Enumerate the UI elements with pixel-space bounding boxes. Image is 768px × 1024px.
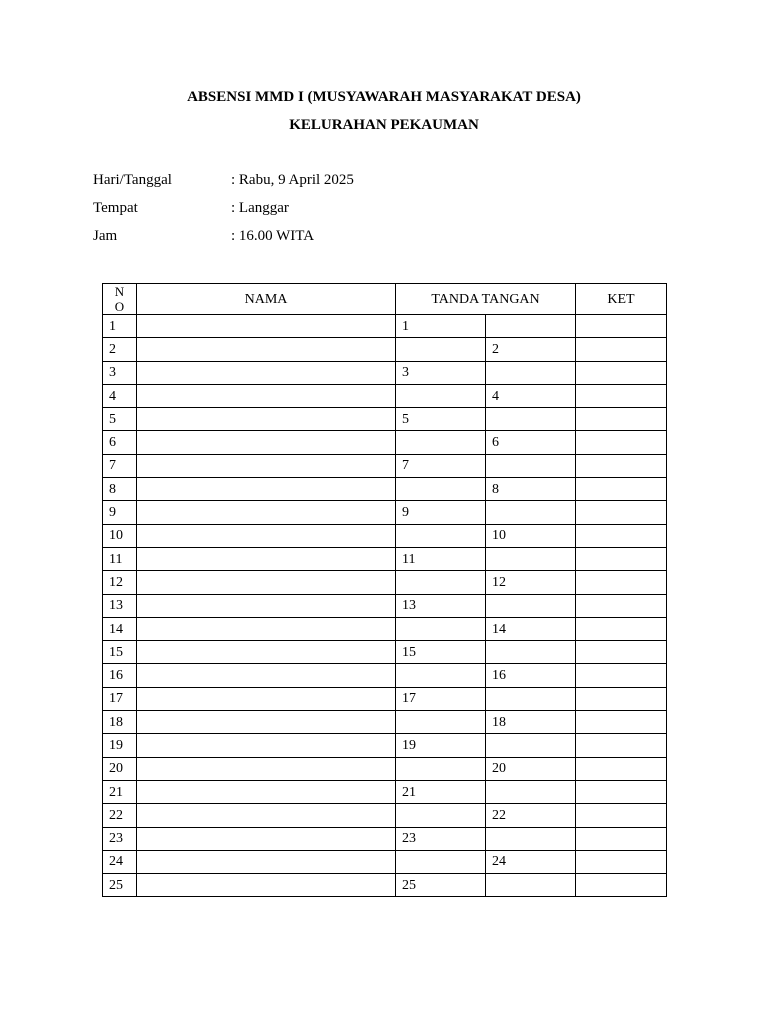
cell-ket [576, 547, 667, 570]
cell-no: 11 [103, 547, 137, 570]
cell-tanda-tangan-left: 17 [396, 687, 486, 710]
header-no-part: O [114, 299, 125, 314]
cell-no: 4 [103, 384, 137, 407]
cell-nama [137, 547, 396, 570]
cell-tanda-tangan-right: 2 [486, 338, 576, 361]
cell-nama [137, 524, 396, 547]
cell-nama [137, 571, 396, 594]
cell-no: 9 [103, 501, 137, 524]
cell-tanda-tangan-right: 10 [486, 524, 576, 547]
cell-nama [137, 408, 396, 431]
table-row [103, 687, 667, 710]
cell-tanda-tangan-right: 20 [486, 757, 576, 780]
cell-ket [576, 361, 667, 384]
header-ket: KET [576, 284, 667, 315]
cell-ket [576, 594, 667, 617]
cell-no: 1 [103, 315, 137, 338]
cell-nama [137, 687, 396, 710]
cell-nama [137, 501, 396, 524]
cell-ket [576, 874, 667, 897]
cell-tanda-tangan-right: 6 [486, 431, 576, 454]
cell-no: 2 [103, 338, 137, 361]
cell-no: 16 [103, 664, 137, 687]
cell-tanda-tangan-left: 1 [396, 315, 486, 338]
cell-ket [576, 664, 667, 687]
cell-nama [137, 478, 396, 501]
cell-nama [137, 874, 396, 897]
document-subtitle: KELURAHAN PEKAUMAN [289, 117, 479, 133]
cell-ket [576, 757, 667, 780]
table-row [103, 874, 667, 897]
cell-tanda-tangan-left: 15 [396, 641, 486, 664]
cell-ket [576, 315, 667, 338]
cell-tanda-tangan-right [486, 315, 576, 338]
table-row [103, 827, 667, 850]
cell-tanda-tangan-right: 16 [486, 664, 576, 687]
cell-no: 25 [103, 874, 137, 897]
cell-tanda-tangan-left [396, 850, 486, 873]
cell-ket [576, 338, 667, 361]
tempat-value: : Langgar [231, 200, 289, 216]
attendance-table [102, 283, 667, 897]
cell-tanda-tangan-right [486, 547, 576, 570]
cell-no: 21 [103, 780, 137, 803]
cell-nama [137, 757, 396, 780]
cell-tanda-tangan-left [396, 571, 486, 594]
cell-no: 8 [103, 478, 137, 501]
table-row [103, 524, 667, 547]
cell-ket [576, 780, 667, 803]
cell-ket [576, 408, 667, 431]
cell-no: 5 [103, 408, 137, 431]
header-no-part: N [114, 284, 125, 299]
cell-ket [576, 524, 667, 547]
cell-nama [137, 827, 396, 850]
cell-no: 6 [103, 431, 137, 454]
cell-nama [137, 454, 396, 477]
header-no [103, 284, 137, 315]
table-row [103, 501, 667, 524]
cell-nama [137, 664, 396, 687]
cell-tanda-tangan-right: 8 [486, 478, 576, 501]
cell-no: 24 [103, 850, 137, 873]
cell-nama [137, 315, 396, 338]
cell-tanda-tangan-left: 9 [396, 501, 486, 524]
cell-nama [137, 780, 396, 803]
cell-no: 19 [103, 734, 137, 757]
cell-tanda-tangan-right: 14 [486, 617, 576, 640]
table-row [103, 804, 667, 827]
cell-no: 3 [103, 361, 137, 384]
cell-tanda-tangan-right: 4 [486, 384, 576, 407]
cell-tanda-tangan-left: 25 [396, 874, 486, 897]
cell-nama [137, 734, 396, 757]
jam-value: : 16.00 WITA [231, 228, 315, 244]
cell-ket [576, 850, 667, 873]
cell-tanda-tangan-right: 22 [486, 804, 576, 827]
cell-no: 14 [103, 617, 137, 640]
table-row [103, 384, 667, 407]
cell-tanda-tangan-right [486, 361, 576, 384]
cell-ket [576, 804, 667, 827]
table-row [103, 338, 667, 361]
table-row [103, 850, 667, 873]
cell-tanda-tangan-right [486, 408, 576, 431]
table-row [103, 547, 667, 570]
cell-tanda-tangan-left: 23 [396, 827, 486, 850]
hari-tanggal-label: Hari/Tanggal [93, 172, 172, 188]
table-header-row [103, 284, 667, 315]
cell-tanda-tangan-left: 7 [396, 454, 486, 477]
cell-ket [576, 384, 667, 407]
table-row [103, 431, 667, 454]
cell-no: 22 [103, 804, 137, 827]
cell-nama [137, 850, 396, 873]
cell-no: 10 [103, 524, 137, 547]
table-row [103, 594, 667, 617]
table-body [103, 315, 667, 897]
cell-no: 15 [103, 641, 137, 664]
cell-nama [137, 594, 396, 617]
cell-ket [576, 641, 667, 664]
table-row [103, 408, 667, 431]
cell-nama [137, 338, 396, 361]
cell-ket [576, 571, 667, 594]
cell-tanda-tangan-left [396, 711, 486, 734]
cell-nama [137, 711, 396, 734]
cell-no: 17 [103, 687, 137, 710]
cell-nama [137, 617, 396, 640]
cell-ket [576, 454, 667, 477]
table-row [103, 454, 667, 477]
table-row [103, 664, 667, 687]
cell-tanda-tangan-left [396, 617, 486, 640]
table-row [103, 571, 667, 594]
cell-no: 20 [103, 757, 137, 780]
cell-tanda-tangan-left [396, 804, 486, 827]
cell-tanda-tangan-left: 19 [396, 734, 486, 757]
cell-ket [576, 501, 667, 524]
cell-tanda-tangan-right: 24 [486, 850, 576, 873]
table-row [103, 315, 667, 338]
table-row [103, 734, 667, 757]
table-row [103, 641, 667, 664]
cell-tanda-tangan-left: 13 [396, 594, 486, 617]
cell-no: 7 [103, 454, 137, 477]
cell-ket [576, 431, 667, 454]
cell-no: 18 [103, 711, 137, 734]
table-row [103, 757, 667, 780]
header-nama: NAMA [137, 284, 396, 315]
document-title: ABSENSI MMD I (MUSYAWARAH MASYARAKAT DESA) [187, 89, 581, 105]
cell-ket [576, 617, 667, 640]
cell-tanda-tangan-right [486, 874, 576, 897]
cell-no: 23 [103, 827, 137, 850]
cell-tanda-tangan-left: 5 [396, 408, 486, 431]
cell-nama [137, 804, 396, 827]
table-row [103, 478, 667, 501]
cell-tanda-tangan-left [396, 524, 486, 547]
header-tanda-tangan: TANDA TANGAN [396, 284, 576, 315]
cell-nama [137, 431, 396, 454]
table-row [103, 617, 667, 640]
cell-tanda-tangan-left [396, 338, 486, 361]
cell-ket [576, 734, 667, 757]
cell-tanda-tangan-right [486, 594, 576, 617]
cell-tanda-tangan-left [396, 478, 486, 501]
cell-tanda-tangan-right [486, 454, 576, 477]
cell-tanda-tangan-right [486, 641, 576, 664]
cell-nama [137, 361, 396, 384]
tempat-label: Tempat [93, 200, 138, 216]
cell-ket [576, 478, 667, 501]
cell-tanda-tangan-left [396, 384, 486, 407]
cell-tanda-tangan-left: 21 [396, 780, 486, 803]
cell-no: 12 [103, 571, 137, 594]
cell-tanda-tangan-left [396, 757, 486, 780]
cell-tanda-tangan-left [396, 431, 486, 454]
cell-tanda-tangan-right [486, 687, 576, 710]
jam-label: Jam [93, 228, 118, 244]
cell-nama [137, 384, 396, 407]
table-row [103, 361, 667, 384]
cell-nama [137, 641, 396, 664]
cell-no: 13 [103, 594, 137, 617]
table-row [103, 711, 667, 734]
cell-tanda-tangan-right: 18 [486, 711, 576, 734]
table-row [103, 780, 667, 803]
cell-tanda-tangan-right [486, 827, 576, 850]
cell-ket [576, 687, 667, 710]
cell-tanda-tangan-left: 3 [396, 361, 486, 384]
cell-tanda-tangan-right: 12 [486, 571, 576, 594]
cell-tanda-tangan-left: 11 [396, 547, 486, 570]
cell-tanda-tangan-right [486, 501, 576, 524]
cell-tanda-tangan-right [486, 734, 576, 757]
cell-ket [576, 711, 667, 734]
cell-ket [576, 827, 667, 850]
cell-tanda-tangan-left [396, 664, 486, 687]
cell-tanda-tangan-right [486, 780, 576, 803]
hari-tanggal-value: : Rabu, 9 April 2025 [231, 172, 354, 188]
